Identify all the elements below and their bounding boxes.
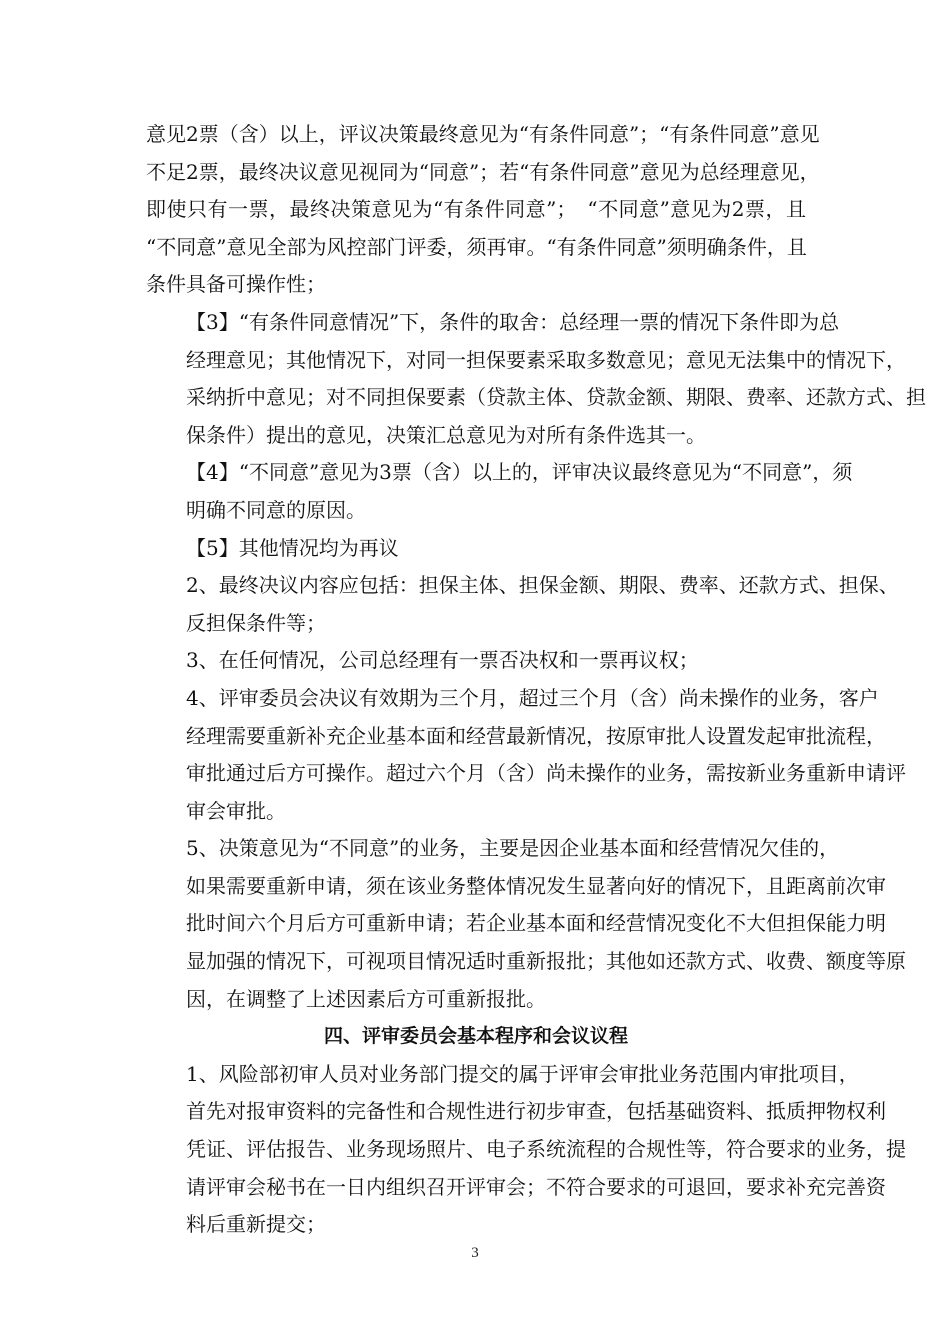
paragraphs-before-heading <box>146 116 926 1018</box>
paragraph <box>146 454 853 529</box>
paragraph-line: 【4】“不同意”意见为3票（含）以上的，评审决议最终意见为“不同意”，须 <box>186 460 853 485</box>
paragraph-line: 【3】“有条件同意情况”下，条件的取舍：总经理一票的情况下条件即为总 <box>186 309 840 334</box>
paragraph-line: 审批通过后方可操作。超过六个月（含）尚未操作的业务，需按新业务重新申请评 <box>186 761 906 786</box>
paragraph-line: 显加强的情况下，可视项目情况适时重新报批；其他如还款方式、收费、额度等原 <box>186 949 906 974</box>
paragraph <box>146 567 899 642</box>
paragraph <box>146 116 820 304</box>
paragraph-line: “不同意”意见全部为风控部门评委，须再审。“有条件同意”须明确条件，且 <box>146 234 807 259</box>
paragraph-line: 即使只有一票，最终决策意见为“有条件同意”； “不同意”意见为2票，且 <box>146 197 806 222</box>
document-body <box>146 116 926 1244</box>
paragraph-line: 反担保条件等； <box>186 610 326 635</box>
section-heading: 四、评审委员会基本程序和会议议程 <box>323 1025 628 1048</box>
paragraph-line: 批时间六个月后方可重新申请；若企业基本面和经营情况变化不大但担保能力明 <box>186 911 886 936</box>
paragraph-line: 请评审会秘书在一日内组织召开评审会；不符合要求的可退回，要求补充完善资 <box>186 1174 886 1199</box>
paragraph <box>146 304 926 454</box>
paragraph-line: 料后重新提交； <box>186 1212 326 1237</box>
paragraph <box>146 680 906 830</box>
paragraph-line: 2、最终决议内容应包括：担保主体、担保金额、期限、费率、还款方式、担保、 <box>186 573 899 598</box>
paragraph-line: 3、在任何情况，公司总经理有一票否决权和一票再议权； <box>186 648 699 673</box>
paragraph-line: 经理需要重新补充企业基本面和经营最新情况，按原审批人设置发起审批流程， <box>186 723 886 748</box>
paragraph <box>146 642 806 680</box>
paragraph-line: 首先对报审资料的完备性和合规性进行初步审查，包括基础资料、抵质押物权利 <box>186 1099 886 1124</box>
paragraph <box>146 530 806 568</box>
paragraph <box>146 830 906 1018</box>
paragraph-line: 1、风险部初审人员对业务部门提交的属于评审会审批业务范围内审批项目， <box>186 1061 859 1086</box>
paragraph-line: 不足2票，最终决议意见视同为“同意”；若“有条件同意”意见为总经理意见， <box>146 159 820 184</box>
paragraph-line: 4、评审委员会决议有效期为三个月，超过三个月（含）尚未操作的业务，客户 <box>186 685 879 710</box>
paragraph-line: 审会审批。 <box>186 798 286 823</box>
paragraphs-after-heading <box>146 1056 906 1244</box>
paragraph-line: 采纳折中意见；对不同担保要素（贷款主体、贷款金额、期限、费率、还款方式、担 <box>186 385 926 410</box>
paragraph-line: 保条件）提出的意见，决策汇总意见为对所有条件选其一。 <box>186 422 706 447</box>
paragraph-line: 如果需要重新申请，须在该业务整体情况发生显著向好的情况下，且距离前次审 <box>186 873 886 898</box>
page-number: 3 <box>471 1245 479 1261</box>
paragraph-line: 凭证、评估报告、业务现场照片、电子系统流程的合规性等，符合要求的业务，提 <box>186 1137 906 1162</box>
paragraph-line: 5、决策意见为“不同意”的业务，主要是因企业基本面和经营情况欠佳的， <box>186 836 840 861</box>
paragraph-line: 意见2票（含）以上，评议决策最终意见为“有条件同意”；“有条件同意”意见 <box>146 122 820 146</box>
paragraph <box>146 1056 906 1244</box>
paragraph-line: 因，在调整了上述因素后方可重新报批。 <box>186 986 546 1011</box>
paragraph-line: 经理意见；其他情况下，对同一担保要素采取多数意见；意见无法集中的情况下， <box>186 347 906 372</box>
paragraph-line: 【5】其他情况均为再议 <box>186 535 399 560</box>
paragraph-line: 条件具备可操作性； <box>146 272 326 297</box>
paragraph-line: 明确不同意的原因。 <box>186 497 366 522</box>
